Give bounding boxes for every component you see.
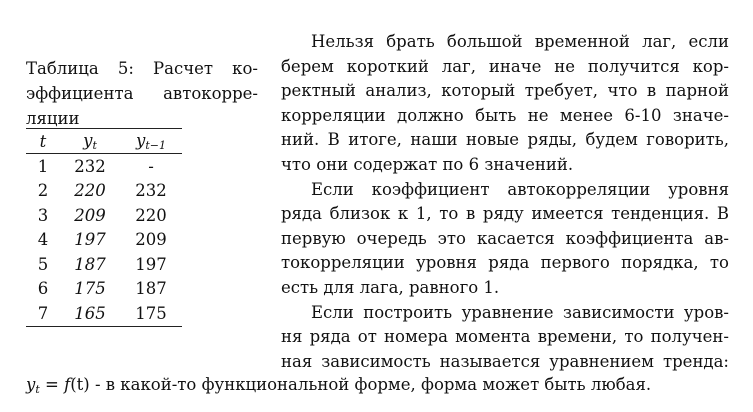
paragraph-line: токорреляции уровня ряда первого порядка, то xyxy=(281,253,729,273)
table-row xyxy=(26,154,182,179)
paragraph-line: что они содержат по 6 значений. xyxy=(281,154,574,174)
cell-y: 197 xyxy=(74,230,106,250)
header-ylag-var: y xyxy=(136,130,146,150)
cell-t: 1 xyxy=(37,156,49,176)
cell-ylag: 197 xyxy=(135,254,167,274)
table-row xyxy=(26,228,182,253)
paragraph-line: ректный анализ, который требует, что в парной xyxy=(281,81,729,101)
table-row xyxy=(26,301,182,326)
body-text xyxy=(281,30,729,374)
cell-ylag: 232 xyxy=(135,181,167,201)
paragraph-line: Нельзя брать большой временной лаг, если xyxy=(311,32,729,51)
paragraph-line: есть для лага, равного 1. xyxy=(281,277,500,297)
table-caption-line: эффициента автокорре- xyxy=(26,84,258,103)
cell-ylag: 220 xyxy=(135,205,167,225)
paragraph-line: ня ряда от номера момента времени, то получен- xyxy=(281,327,729,347)
equation-sub: t xyxy=(35,383,40,396)
equation-func: f xyxy=(64,375,71,394)
paragraph-line: берем короткий лаг, иначе не получится кор- xyxy=(281,56,729,76)
header-ylag-sub: t−1 xyxy=(145,138,166,152)
cell-ylag: - xyxy=(148,156,154,176)
cell-ylag: 175 xyxy=(135,303,167,323)
cell-t: 2 xyxy=(37,181,49,201)
header-y xyxy=(60,131,120,152)
paragraph-line: Если построить уравнение зависимости уров- xyxy=(311,302,729,322)
table-caption-line: ляции xyxy=(26,109,80,128)
table-row xyxy=(26,203,182,228)
cell-ylag: 209 xyxy=(135,230,167,250)
cell-y: 232 xyxy=(74,156,106,176)
cell-t: 3 xyxy=(37,205,49,225)
table-row xyxy=(26,277,182,302)
equation-eq: = xyxy=(39,375,65,394)
cell-y: 165 xyxy=(74,303,106,323)
autocorrelation-table xyxy=(26,128,182,327)
header-ylag xyxy=(120,131,182,152)
paragraph-line: ная зависимость называется уравнением тренда: xyxy=(281,351,729,371)
paragraph-line: Если коэффициент автокорреляции уровня xyxy=(311,179,729,199)
cell-y: 220 xyxy=(74,181,106,201)
cell-y: 187 xyxy=(74,254,106,274)
header-t: t xyxy=(39,131,47,151)
equation-rest: - в какой-то функциональной форме, форма может быть любая. xyxy=(89,375,652,394)
header-y-sub: t xyxy=(92,138,97,152)
cell-t: 6 xyxy=(37,279,49,299)
header-y-var: y xyxy=(83,130,93,150)
table-row xyxy=(26,179,182,204)
table-caption-line: Таблица 5: Расчет ко- xyxy=(26,59,258,78)
paragraph-line: ний. В итоге, наши новые ряды, будем говорить, xyxy=(281,130,729,150)
equation-var: y xyxy=(26,375,36,394)
cell-y: 209 xyxy=(74,205,106,225)
cell-ylag: 187 xyxy=(135,279,167,299)
cell-t: 5 xyxy=(37,254,49,274)
cell-t: 7 xyxy=(37,303,49,323)
trend-equation-line xyxy=(26,373,736,403)
paragraph-line: корреляции должно быть не менее 6-10 значе- xyxy=(281,105,729,125)
paragraph-line: первую очередь это касается коэффициента ав- xyxy=(281,228,729,248)
equation-arg: (t) xyxy=(70,375,90,394)
cell-y: 175 xyxy=(74,279,106,299)
table-caption xyxy=(26,56,258,131)
table-header-row xyxy=(26,129,182,154)
cell-t: 4 xyxy=(37,230,49,250)
table-row xyxy=(26,252,182,277)
paragraph-line: ряда близок к 1, то в ряду имеется тенденция. В xyxy=(281,204,729,224)
